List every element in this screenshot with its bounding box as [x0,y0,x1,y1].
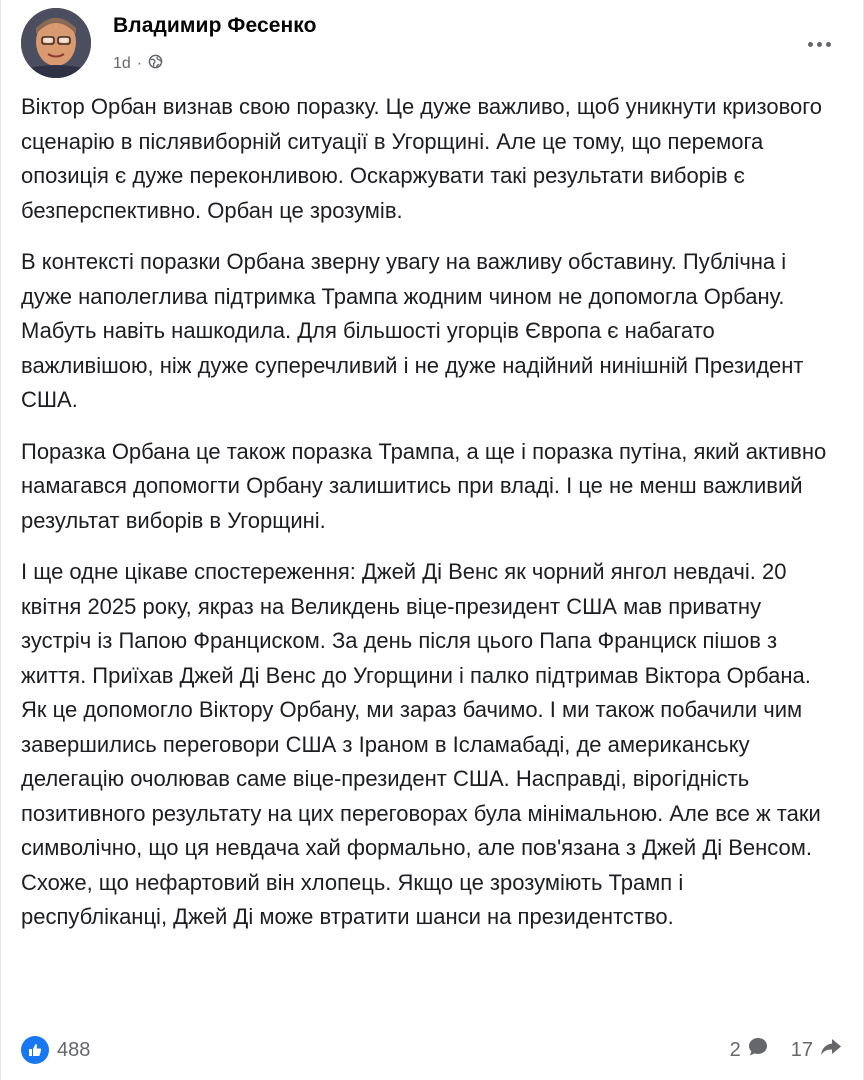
more-options-dot [826,42,831,47]
shares-link[interactable] [791,1036,843,1064]
engagement-counts [730,1036,843,1064]
post-time[interactable]: 1d [113,55,131,72]
like-icon [21,1036,49,1064]
comments-count: 2 [729,1038,741,1061]
post-paragraph: В контексті поразки Орбана зверну увагу на важливу обставину. Публічна і дуже наполеглива підтримка Трампа жодним чином не допомогла Орбану. Мабуть навіть нашкодила. Для більшості угорців Європа є набагато важливішою, ніж дуже суперечливий і не дуже надійний нинішній Президент США. [21,249,804,412]
post-body [21,90,833,952]
reactions-count: 488 [57,1038,91,1061]
meta-separator: · [136,55,143,72]
post-paragraph: Поразка Орбана це також поразка Трампа, а ще і поразка путіна, який активно намагався допомогти Орбану залишитись при владі. І це не менш важливий результат виборів в Угорщині. [21,438,827,533]
comments-link[interactable] [730,1036,769,1064]
more-options-button[interactable] [799,24,839,64]
share-icon [819,1036,843,1064]
more-options-icon [808,42,813,47]
more-options-dot [817,42,822,47]
post-paragraph: І ще одне цікаве спостереження: Джей Ді Венс як чорний янгол невдачі. 20 квітня 2025 року, якраз на Великдень віце-президент США мав приватну зустріч із Папою Франциском. За день після цього Папа Франциск пішов з життя. Приїхав Джей Ді Венс до Угорщини і палко підтримав Віктора Орбана. Як це допомогло Віктору Орбану, ми зараз бачимо. І ми також побачили чим завершились переговори США з Іраном в Ісламабаді, де американську делегацію очолював саме віце-президент США. Насправді, вірогідність позитивного результату на цих переговорах була мінімальною. Але все ж таки символічно, що ця невдача хай формально, але пов'язана з Джей Ді Венсом. Схоже, що нефартовий він хлопець. Якщо це зрозуміють Трамп і республіканці, Джей Ді може втратити шанси на президентство. [21,559,821,929]
author-avatar[interactable] [21,8,91,78]
avatar-image [21,8,91,78]
reactions-summary[interactable] [21,1036,90,1064]
post-footer [21,1030,843,1070]
post-paragraph: Віктор Орбан визнав свою поразку. Це дуже важливо, щоб уникнути кризового сценарію в післявиборній ситуації в Угорщині. Але це тому, що перемога опозиція є дуже переконливою. Оскаржувати такі результати виборів є безперспективно. Орбан це зрозумів. [21,94,823,223]
post-meta [113,54,163,74]
post-header [21,8,843,78]
author-name[interactable]: Владимир Фесенко [113,14,317,37]
shares-count: 17 [790,1038,813,1061]
comment-icon [747,1036,769,1064]
globe-icon [148,54,163,74]
